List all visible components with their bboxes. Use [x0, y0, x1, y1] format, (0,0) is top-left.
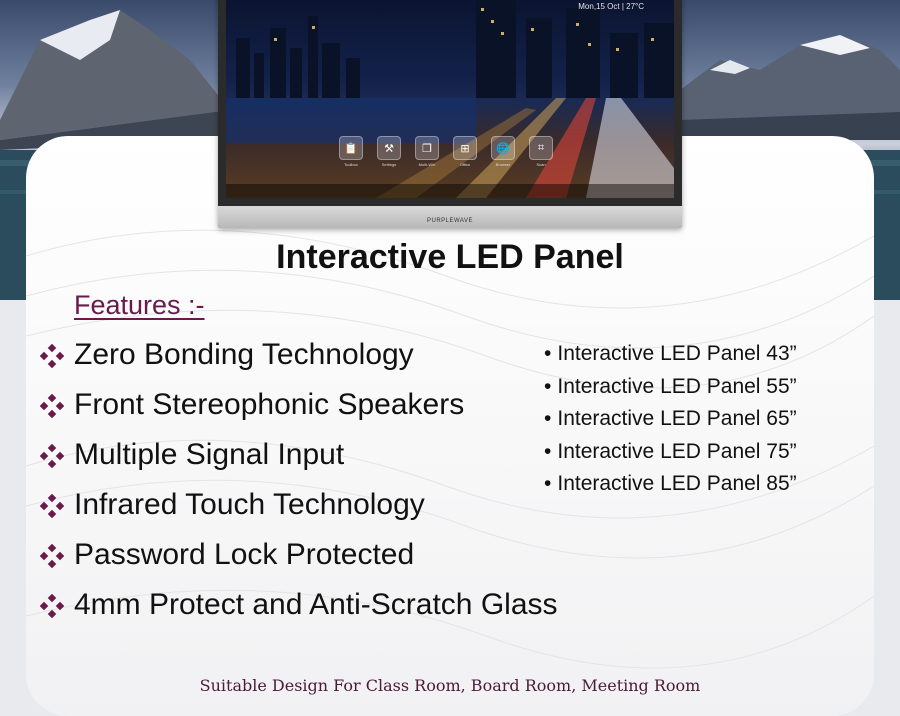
diamond-bullet-icon [38, 388, 66, 424]
app-label: Settings [381, 162, 397, 167]
app-label: Office [459, 162, 471, 167]
feature-text: 4mm Protect and Anti-Scratch Glass [74, 588, 558, 621]
feature-text: Front Stereophonic Speakers [74, 388, 465, 421]
features-list [38, 338, 558, 638]
clipboard-icon: 📋 [339, 136, 363, 160]
interactive-panel-image [218, 0, 682, 228]
features-heading: Features :- [74, 290, 205, 320]
tools-icon: ⚒ [377, 136, 401, 160]
app-settings[interactable] [376, 136, 402, 167]
app-multi-win[interactable] [414, 136, 440, 167]
size-item: • Interactive LED Panel 65” [544, 403, 797, 436]
diamond-bullet-icon [38, 338, 66, 374]
panel-screen [226, 0, 674, 198]
feature-item [38, 338, 558, 374]
city-night-wallpaper [226, 0, 674, 198]
globe-icon: 🌐 [491, 136, 515, 160]
size-item: • Interactive LED Panel 85” [544, 468, 797, 501]
brand-label: PURPLEWAVE [426, 218, 473, 224]
panel-sizes-list [544, 338, 797, 501]
app-office[interactable] [452, 136, 478, 167]
qr-scan-icon: ⌗ [529, 136, 553, 160]
app-label: Scan [536, 162, 546, 167]
app-label: Toolbox [344, 162, 358, 167]
feature-item [38, 538, 558, 574]
feature-text: Infrared Touch Technology [74, 488, 425, 521]
screen-taskbar [226, 184, 674, 198]
feature-item [38, 438, 558, 474]
feature-item [38, 588, 558, 624]
diamond-bullet-icon [38, 588, 66, 624]
app-scan[interactable] [528, 136, 554, 167]
size-item: • Interactive LED Panel 43” [544, 338, 797, 371]
feature-item [38, 488, 558, 524]
app-label: Multi-Win [418, 162, 436, 167]
feature-text: Multiple Signal Input [74, 438, 345, 471]
app-label: Browser [495, 162, 511, 167]
windows-logo-icon: ⊞ [453, 136, 477, 160]
feature-text: Zero Bonding Technology [74, 338, 414, 371]
monitor-bezel [218, 206, 682, 228]
app-browser[interactable] [490, 136, 516, 167]
diamond-bullet-icon [38, 488, 66, 524]
date-weather-readout: Mon,15 Oct | 27°C [578, 2, 644, 11]
app-toolbox[interactable] [338, 136, 364, 167]
feature-text: Password Lock Protected [74, 538, 415, 571]
size-item: • Interactive LED Panel 55” [544, 371, 797, 404]
footer-tagline: Suitable Design For Class Room, Board Room, Meeting Room [199, 676, 701, 695]
feature-item [38, 388, 558, 424]
windows-stack-icon: ❐ [415, 136, 439, 160]
diamond-bullet-icon [38, 538, 66, 574]
size-item: • Interactive LED Panel 75” [544, 436, 797, 469]
page-title: Interactive LED Panel [276, 238, 624, 276]
diamond-bullet-icon [38, 438, 66, 474]
app-dock [338, 136, 554, 167]
